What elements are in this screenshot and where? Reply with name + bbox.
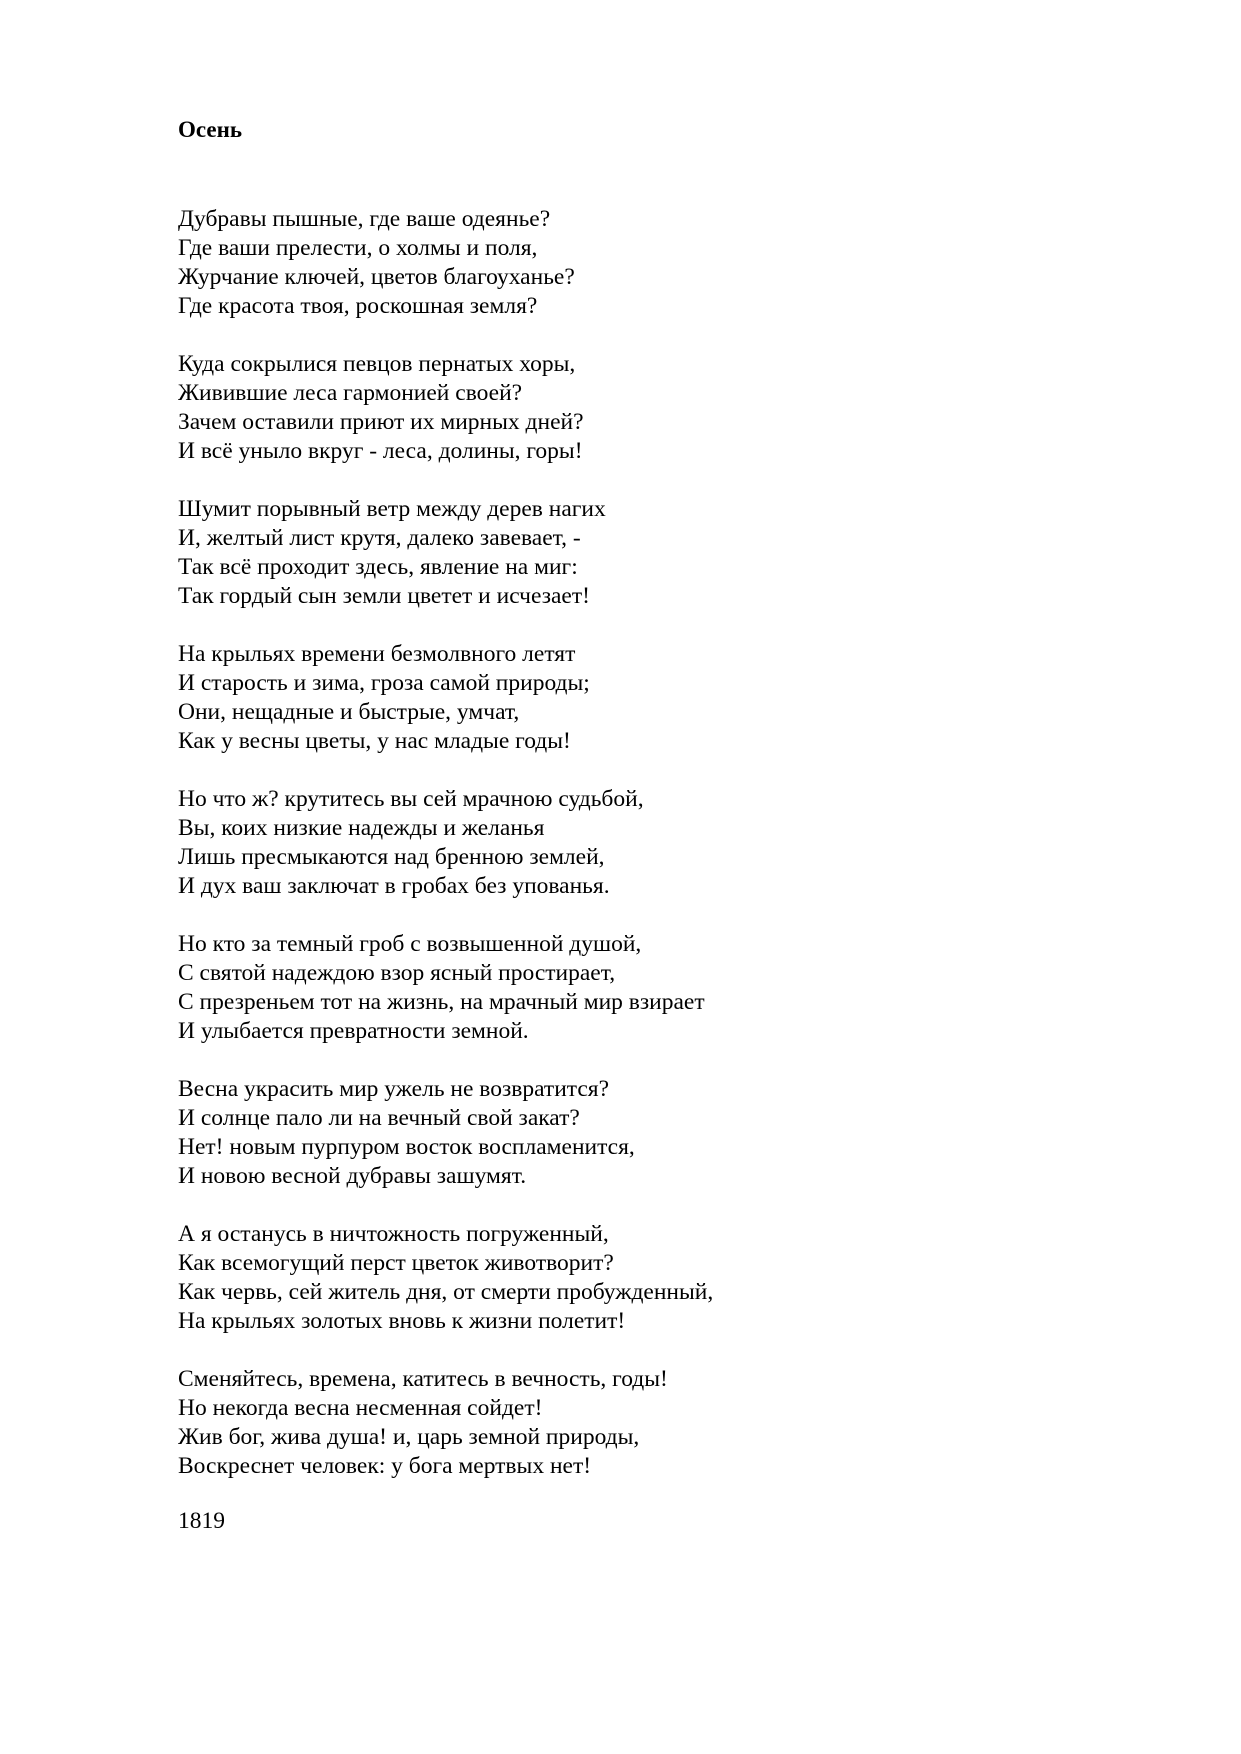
poem-line: И новою весной дубравы зашумят. — [178, 1163, 527, 1189]
poem-line: Где красота твоя, роскошная земля? — [178, 293, 538, 319]
poem-line: Нет! новым пурпуром восток воспламенится, — [178, 1134, 635, 1160]
poem-line: На крыльях золотых вновь к жизни полетит! — [178, 1308, 626, 1334]
poem-line: Они, нещадные и быстрые, умчат, — [178, 699, 520, 725]
stanza-1 — [178, 205, 1178, 321]
poem-line: А я останусь в ничтожность погруженный, — [178, 1221, 609, 1247]
poem-line: На крыльях времени безмолвного летят — [178, 641, 576, 667]
poem-line: Дубравы пышные, где ваше одеянье? — [178, 206, 551, 232]
poem-line: И дух ваш заключат в гробах без упованья. — [178, 873, 610, 899]
stanza-7 — [178, 1075, 1178, 1191]
poem-line: И солнце пало ли на вечный свой закат? — [178, 1105, 580, 1131]
poem-line: И улыбается превратности земной. — [178, 1018, 529, 1044]
poem-line: Как всемогущий перст цветок животворит? — [178, 1250, 614, 1276]
poem-line: Весна украсить мир ужель не возвратится? — [178, 1076, 609, 1102]
poem-line: С святой надеждою взор ясный простирает, — [178, 960, 616, 986]
poem-line: Так гордый сын земли цветет и исчезает! — [178, 583, 590, 609]
poem-title: Осень — [178, 117, 243, 142]
poem-year: 1819 — [178, 1508, 225, 1534]
poem-line: Но кто за темный гроб с возвышенной душой, — [178, 931, 642, 957]
stanza-9 — [178, 1365, 1178, 1481]
stanza-5 — [178, 785, 1178, 901]
poem-line: Но что ж? крутитесь вы сей мрачною судьбой, — [178, 786, 644, 812]
poem-body — [178, 205, 1178, 1510]
poem-line: Лишь пресмыкаются над бренною землей, — [178, 844, 605, 870]
poem-line: Как у весны цветы, у нас младые годы! — [178, 728, 571, 754]
poem-line: Сменяйтесь, времена, катитесь в вечность, годы! — [178, 1366, 668, 1392]
poem-line: Шумит порывный ветр между дерев нагих — [178, 496, 606, 522]
poem-line: Куда сокрылися певцов пернатых хоры, — [178, 351, 576, 377]
poem-line: Зачем оставили приют их мирных дней? — [178, 409, 584, 435]
poem-line: С презреньем тот на жизнь, на мрачный мир взирает — [178, 989, 705, 1015]
poem-line: Вы, коих низкие надежды и желанья — [178, 815, 545, 841]
poem-line: Жив бог, жива душа! и, царь земной природы, — [178, 1424, 640, 1450]
poem-line: Где ваши прелести, о холмы и поля, — [178, 235, 538, 261]
poem-line: Но некогда весна несменная сойдет! — [178, 1395, 543, 1421]
poem-line: Воскреснет человек: у бога мертвых нет! — [178, 1453, 592, 1479]
stanza-2 — [178, 350, 1178, 466]
poem-line: Так всё проходит здесь, явление на миг: — [178, 554, 578, 580]
poem-line: И старость и зима, гроза самой природы; — [178, 670, 590, 696]
poem-line: И всё уныло вкруг - леса, долины, горы! — [178, 438, 583, 464]
poem-line: Журчание ключей, цветов благоуханье? — [178, 264, 575, 290]
poem-line: И, желтый лист крутя, далеко завевает, - — [178, 525, 581, 551]
poem-line: Живившие леса гармонией своей? — [178, 380, 523, 406]
stanza-3 — [178, 495, 1178, 611]
stanza-8 — [178, 1220, 1178, 1336]
stanza-6 — [178, 930, 1178, 1046]
stanza-4 — [178, 640, 1178, 756]
poem-line: Как червь, сей житель дня, от смерти пробужденный, — [178, 1279, 714, 1305]
